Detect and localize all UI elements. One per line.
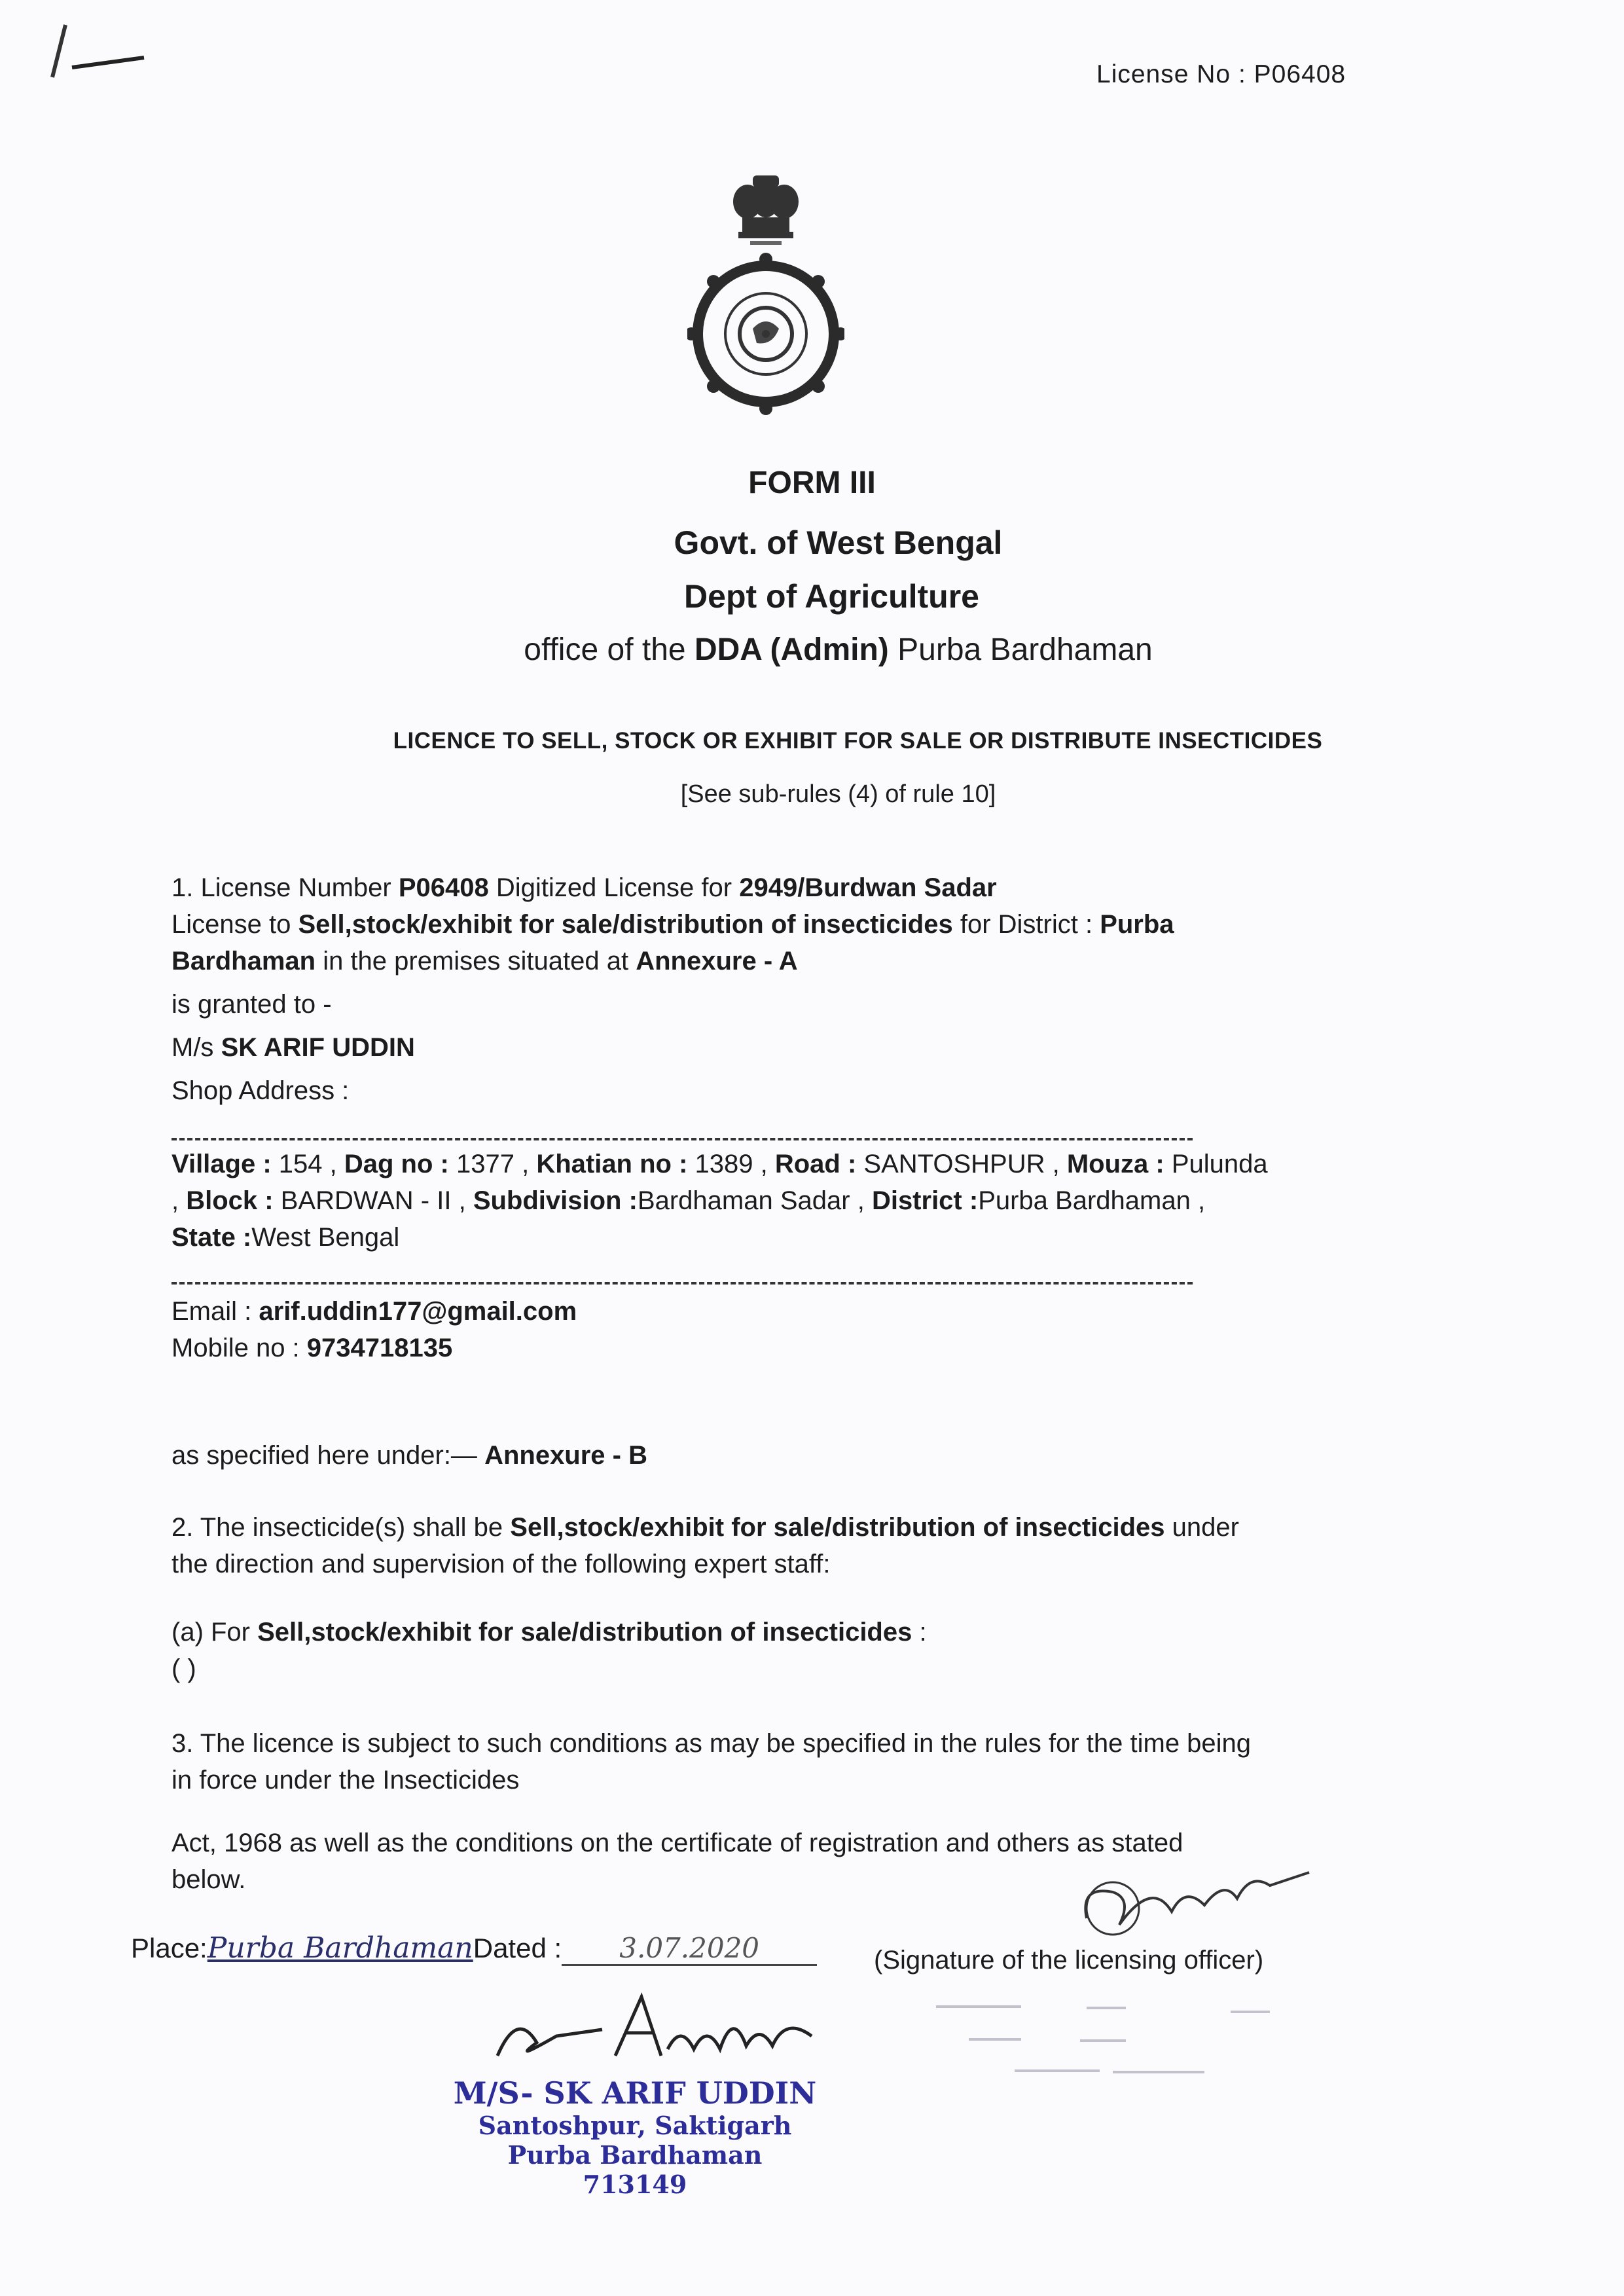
- licence-heading: LICENCE TO SELL, STOCK OR EXHIBIT FOR SALE OR DISTRIBUTE INSECTICIDES: [393, 728, 1323, 754]
- section-2-line-1: 2. The insecticide(s) shall be Sell,stock/exhibit for sale/distribution of insecticides under: [171, 1513, 1239, 1542]
- grantee: M/s SK ARIF UDDIN: [171, 1033, 415, 1062]
- address-line-2: , Block : BARDWAN - II , Subdivision :Bardhaman Sadar , District :Purba Bardhaman ,: [171, 1186, 1206, 1215]
- place-value: Purba Bardhaman: [207, 1931, 473, 1965]
- govt-title: Govt. of West Bengal: [674, 524, 1003, 561]
- officer-signature-icon: [1074, 1859, 1322, 1944]
- applicant-signature-icon: [484, 1984, 825, 2075]
- section-2a-parens: ( ): [171, 1654, 196, 1683]
- section-3-line-4: below.: [171, 1865, 246, 1894]
- shop-address-label: Shop Address :: [171, 1076, 350, 1105]
- faint-officer-stamp: [929, 1994, 1296, 2096]
- dated-value: 3.07.2020: [562, 1932, 817, 1966]
- stamp-line-3: Purba Bardhaman: [507, 2140, 763, 2170]
- section-2a: [171, 1614, 1337, 1687]
- contact: [171, 1293, 1337, 1366]
- section-3-line-2: in force under the Insecticides: [171, 1766, 520, 1795]
- firm-stamp: [419, 2075, 851, 2199]
- section-2: [171, 1509, 1337, 1582]
- section-1: [171, 869, 1337, 1109]
- stamp-line-4: 713149: [583, 2170, 687, 2199]
- section-3-line-3: Act, 1968 as well as the conditions on the certificate of registration and others as stated: [171, 1829, 1183, 1857]
- state-emblem-icon: [687, 170, 844, 419]
- dept-title: Dept of Agriculture: [684, 578, 979, 615]
- license-number-header: License No : P06408: [1096, 60, 1346, 88]
- section-2-line-2: the direction and supervision of the following expert staff:: [171, 1550, 831, 1578]
- divider-bottom: [171, 1282, 1193, 1285]
- section-1-line-1: 1. License Number P06408 Digitized License for 2949/Burdwan Sadar: [171, 873, 997, 902]
- section-1-line-3: Bardhaman in the premises situated at Annexure - A: [171, 947, 798, 975]
- stamp-line-1: M/S- SK ARIF UDDIN: [453, 2075, 817, 2111]
- faint-stamp-icon: [929, 1994, 1296, 2092]
- address-line-1: Village : 154 , Dag no : 1377 , Khatian no : 1389 , Road : SANTOSHPUR , Mouza : Pulunda: [171, 1150, 1268, 1178]
- pen-mark-icon: [46, 18, 164, 84]
- specified-line: as specified here under:— Annexure - B: [171, 1441, 647, 1470]
- stamp-line-2: Santoshpur, Saktigarh: [478, 2111, 792, 2140]
- rules-reference: [See sub-rules (4) of rule 10]: [680, 780, 996, 808]
- form-title: FORM III: [748, 465, 876, 500]
- section-2a-line-1: (a) For Sell,stock/exhibit for sale/distribution of insecticides :: [171, 1618, 927, 1647]
- granted-to: is granted to -: [171, 990, 332, 1019]
- email-line: Email : arif.uddin177@gmail.com: [171, 1297, 577, 1326]
- mobile-line: Mobile no : 9734718135: [171, 1334, 453, 1362]
- section-3-line-1: 3. The licence is subject to such conditions as may be specified in the rules for the time being: [171, 1729, 1252, 1758]
- place-dated-line: Place:Purba BardhamanDated : 3.07.2020: [131, 1931, 817, 1966]
- divider-top: [171, 1138, 1193, 1140]
- licensing-officer-signature-label: (Signature of the licensing officer): [874, 1946, 1264, 1975]
- office-title: office of the DDA (Admin) Purba Bardhaman: [524, 632, 1153, 667]
- section-1-line-2: License to Sell,stock/exhibit for sale/distribution of insecticides for District : Purba: [171, 910, 1174, 939]
- address-line-3: State :West Bengal: [171, 1223, 400, 1252]
- shop-address: [171, 1146, 1337, 1256]
